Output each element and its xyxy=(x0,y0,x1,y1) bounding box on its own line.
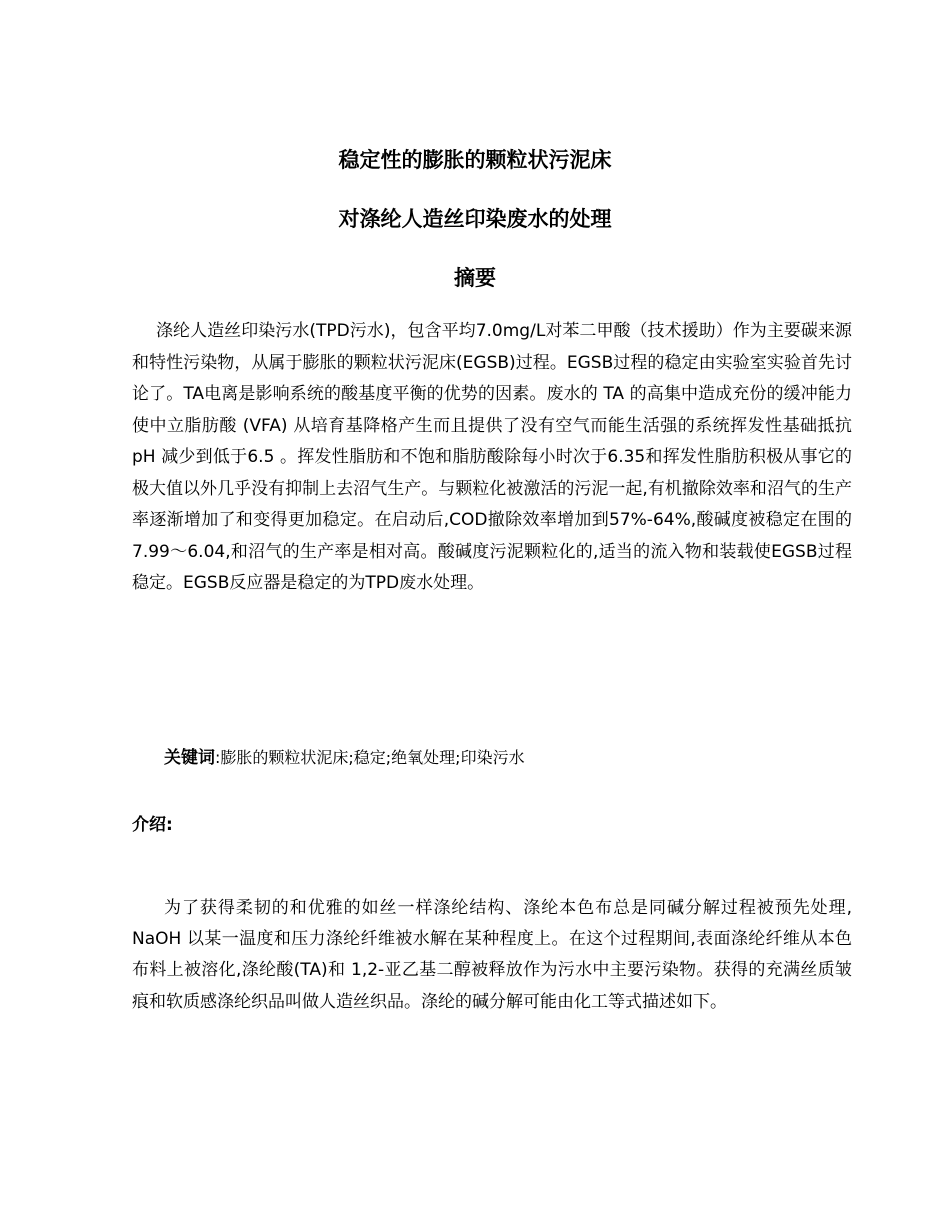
keywords-line xyxy=(164,743,525,773)
document-title-line-2: 对涤纶人造丝印染废水的处理 xyxy=(338,207,612,231)
abstract-paragraph: 涤纶人造丝印染污水(TPD污水)，包含平均7.0mg/L对苯二甲酸（技术援助）作为主要碳来源和特性污染物，从属于膨胀的颗粒状污泥床(EGSB)过程。EGSB过程的稳定由实验室实验首先讨论了。TA电离是影响系统的酸基度平衡的优势的因素。废水的 TA 的高集中造成充份的缓冲能力使中立脂肪酸 (VFA) 从培育基降格产生而且提供了没有空气而能生活强的系统挥发性基础抵抗 pH 减少到低于6.5 。挥发性脂肪和不饱和脂肪酸除每小时次于6.35和挥发性脂肪积极从事它的极大值以外几乎没有抑制上去沼气生产。与颗粒化被激活的污泥一起,有机撤除效率和沼气的生产率逐渐增加了和变得更加稳定。在启动后,COD撤除效率增加到57%-64%,酸碱度被稳定在围的7.99～6.04,和沼气的生产率是相对高。酸碱度污泥颗粒化的,适当的流入物和装载使EGSB过程稳定。EGSB反应器是稳定的为TPD废水处理。 xyxy=(132,321,852,593)
abstract-heading: 摘要 xyxy=(454,266,496,290)
keywords-label: 关键词 xyxy=(164,748,215,768)
document-title-line-1: 稳定性的膨胀的颗粒状污泥床 xyxy=(338,148,612,172)
introduction-paragraph: 为了获得柔韧的和优雅的如丝一样涤纶结构、涤纶本色布总是同碱分解过程被预先处理, NaOH 以某一温度和压力涤纶纤维被水解在某种程度上。在这个过程期间,表面涤纶纤维从本色布料上被溶化,涤纶酸(TA)和 1,2-亚乙基二醇被释放作为污水中主要污染物。获得的充满丝质皱痕和软质感涤纶织品叫做人造丝织品。涤纶的碱分解可能由化工等式描述如下。 xyxy=(132,898,852,1012)
keywords-text: :膨胀的颗粒状泥床;稳定;绝氧处理;印染污水 xyxy=(215,748,525,767)
introduction-heading: 介绍: xyxy=(132,815,173,835)
